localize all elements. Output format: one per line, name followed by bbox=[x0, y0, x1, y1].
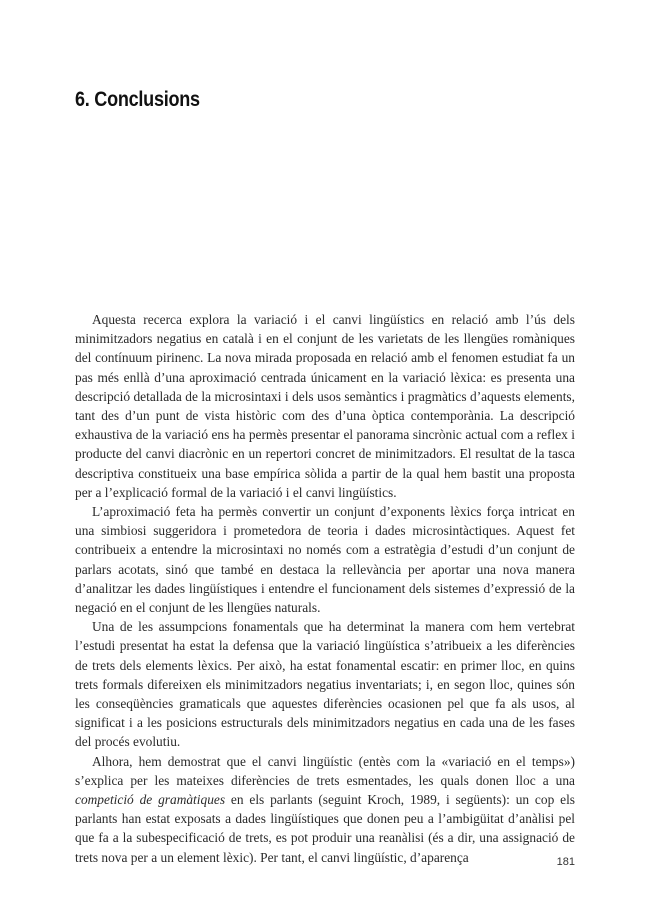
paragraph-4-text-after: en els parlants (seguint Kroch, 1989, i següents): un cop els parlants han estat exposats a dades lingüístiques que donen peu a l’ambigüitat d’anàlisi pel que fa a la subespecificació de trets, es pot produir una reanàlisi (és a dir, una assignació de trets nova per a un element lèxic). Per tant, el canvi lingüístic, d’aparença bbox=[75, 792, 575, 865]
paragraph-1: Aquesta recerca explora la variació i el canvi lingüístics en relació amb l’ús dels minimitzadors negatius en català i en el conjunt de les varietats de les llengües romàniques del contínuum pirinenc. La nova mirada proposada en relació amb el fenomen estudiat fa un pas més enllà d’una aproximació centrada únicament en la variació lèxica: es presenta una descripció detallada de la microsintaxi i dels usos semàntics i pragmàtics d’aquests elements, tant des d’un punt de vista històric com des d’una òptica contemporània. La descripció exhaustiva de la variació ens ha permès presentar el panorama sincrònic actual com a reflex i producte del canvi diacrònic en un repertori concret de minimitzadors. El resultat de la tasca descriptiva constitueix una base empírica sòlida a partir de la qual hem bastit una proposta per a l’explicació formal de la variació i el canvi lingüístics. bbox=[75, 312, 575, 500]
paragraph-3: Una de les assumpcions fonamentals que ha determinat la manera com hem vertebrat l’estudi presentat ha estat la defensa que la variació lingüística s’atribueix a les diferències de trets dels elements lèxics. Per això, ha estat fonamental escatir: en primer lloc, en quins trets formals difereixen els minimitzadors negatius inventariats; i, en segon lloc, quines són les conseqüències gramaticals que aquestes diferències ocasionen pel que fa als usos, al significat i a les posicions estructurals dels minimitzadors negatius en cada una de les fases del procés evolutiu. bbox=[75, 619, 575, 750]
page-number: 181 bbox=[556, 856, 575, 868]
paragraph-4-text-before: Alhora, hem demostrat que el canvi lingüístic (entès com la «variació en el temps») s’explica per les mateixes diferències de trets esmentades, les quals donen lloc a una bbox=[75, 753, 575, 788]
chapter-title: 6. Conclusions bbox=[75, 88, 200, 111]
paragraph-4-emphasis: competició de gramàtiques bbox=[75, 792, 226, 808]
paragraph-4 bbox=[75, 752, 575, 867]
paragraph-2: L’aproximació feta ha permès convertir un conjunt d’exponents lèxics força intricat en una simbiosi suggeridora i prometedora de teoria i dades microsintàctiques. Aquest fet contribueix a entendre la microsintaxi no només com a estratègia d’estudi d’un conjunt de parlars acotats, sinó que també en destaca la rellevància per aportar una nova manera d’analitzar les dades lingüístiques i entendre el funcionament dels sistemes d’expressió de la negació en el conjunt de les llengües naturals. bbox=[75, 504, 575, 616]
chapter-body bbox=[75, 310, 575, 867]
